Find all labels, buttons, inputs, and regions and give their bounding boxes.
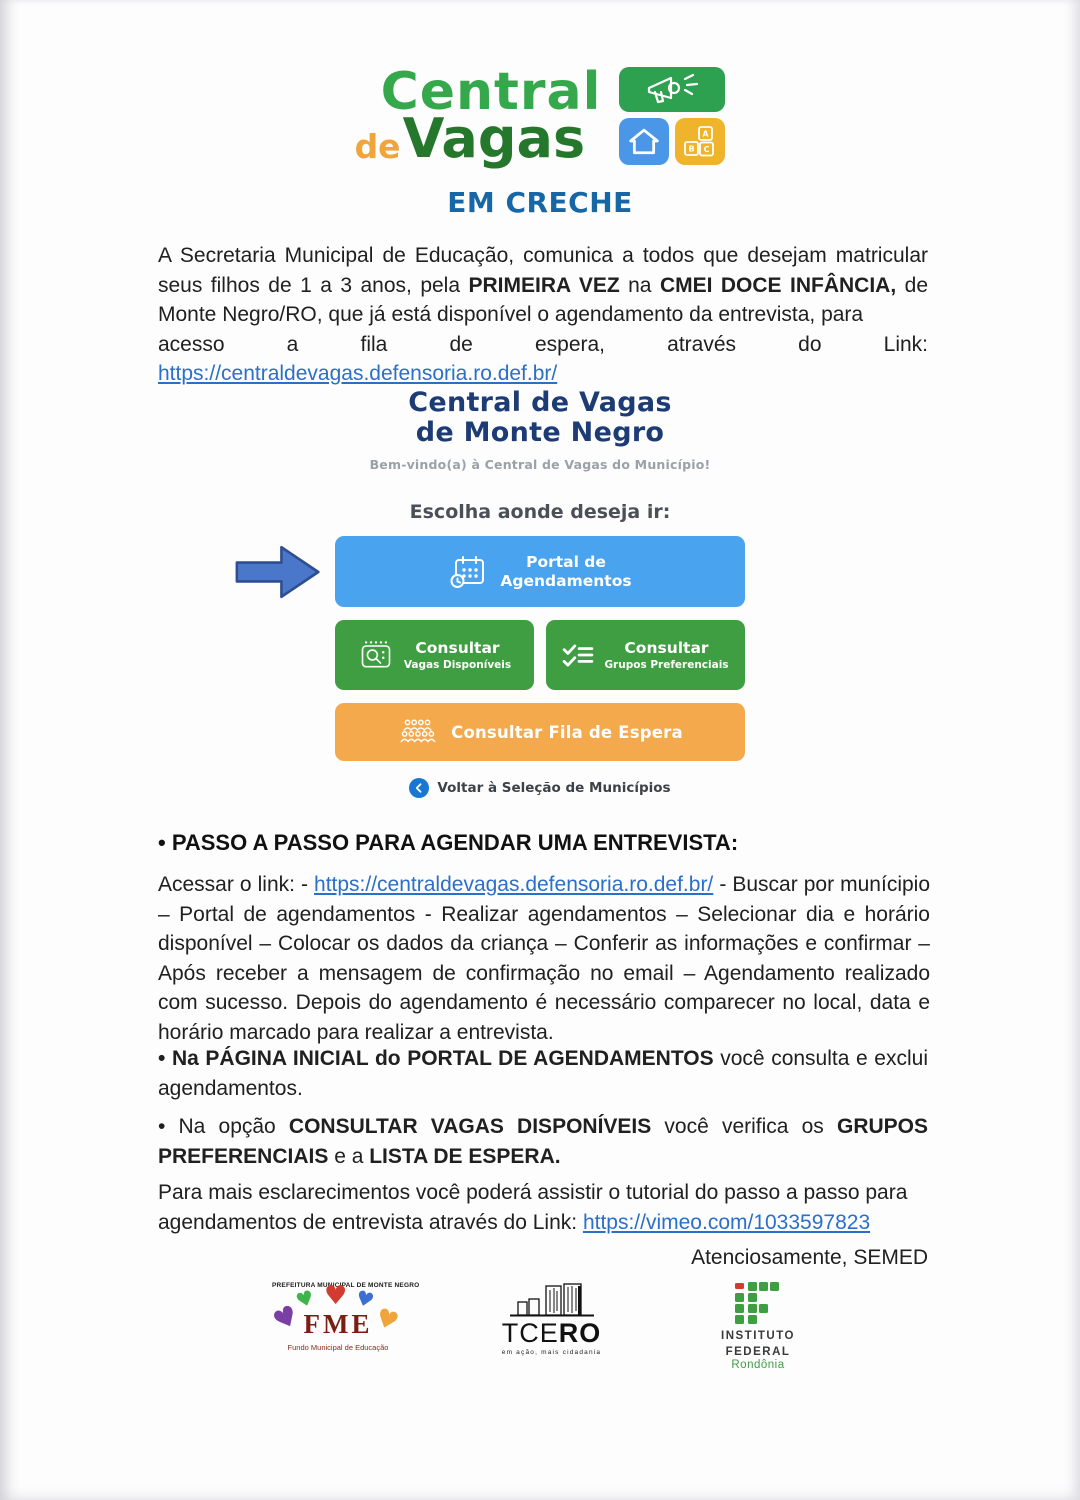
- instituto-federal-logo: [699, 1282, 817, 1371]
- tce-text: TCE: [501, 1318, 559, 1348]
- tcero-tagline: em ação, mais cidadania: [501, 1349, 602, 1356]
- vagas-label-line2: Vagas Disponíveis: [403, 659, 512, 671]
- steps-p1-post: - Buscar por munícipio – Portal de agendamentos - Realizar agendamentos – Selecionar dia e horário disponível – Colocar os dados da criança – Conferir as informações e confirmar – Após receber a mensagem de confirmação no email – Agendamento realizado com sucesso. Depois do agendamento é necessário comparecer no local, data e horário marcado para realizar a entrevista.: [158, 873, 931, 1044]
- intro-text: A Secretaria Municipal de Educação, comunica a todos que desejam matricular seus filhos de 1 a 3 anos, pela: [158, 244, 928, 297]
- grupos-label-line1: Consultar: [624, 639, 709, 657]
- intro-section: [158, 241, 928, 389]
- intro-text-end: de Monte Negro/RO, que já está disponível o agendamento da entrevista, para: [158, 273, 928, 326]
- app-choose-text: Escolha aonde deseja ir:: [409, 501, 671, 523]
- fme-top-text: PREFEITURA MUNICIPAL DE MONTE NEGRO: [272, 1282, 420, 1289]
- tutorial-paragraph: [158, 1178, 928, 1237]
- fme-logo: [268, 1281, 420, 1352]
- logo-word-central: Central: [380, 62, 602, 122]
- house-icon: [619, 118, 669, 165]
- tcero-wordmark: [493, 1320, 611, 1347]
- svg-text:A: A: [702, 129, 710, 138]
- app-title-line1: Central de Vagas: [408, 387, 672, 418]
- if-text-rondonia: Rondônia: [731, 1359, 785, 1371]
- steps-paragraph-1: [158, 870, 930, 1047]
- app-title-line2: de Monte Negro: [415, 417, 665, 448]
- if-text-federal: FEDERAL: [725, 1346, 791, 1358]
- central-de-vagas-link[interactable]: https://centraldevagas.defensoria.ro.def.br/: [158, 362, 558, 385]
- steps-p3-bold1: CONSULTAR VAGAS DISPONÍVEIS: [288, 1115, 652, 1138]
- steps-p3-bold2: GRUPOS PREFERENCIAIS: [158, 1115, 928, 1168]
- abc-blocks-icon: [675, 118, 725, 165]
- fila-button-label: Consultar Fila de Espera: [451, 722, 683, 742]
- steps-p3-bold3: LISTA DE ESPERA.: [369, 1144, 561, 1168]
- steps-p2-rest: você consulta e exclui agendamentos.: [158, 1047, 928, 1100]
- intro-justified-line: acesso a fila de espera, através do Link:: [158, 332, 928, 356]
- logo-wordmark: [354, 62, 602, 170]
- heart-icon: ♥: [371, 1302, 403, 1337]
- footer-logos: [268, 1281, 817, 1371]
- heart-icon: ♥: [268, 1299, 305, 1338]
- steps-paragraph-3: [158, 1112, 928, 1171]
- back-to-municipios-link[interactable]: [335, 778, 745, 798]
- tutorial-text: Para mais esclarecimentos você poderá assistir o tutorial do passo a passo para agendamentos de entrevista através do Link:: [158, 1181, 908, 1234]
- svg-text:C: C: [704, 144, 710, 154]
- consultar-fila-button[interactable]: [335, 703, 745, 761]
- consultar-grupos-button[interactable]: [546, 620, 745, 690]
- svg-text:B: B: [688, 144, 695, 153]
- portal-agendamentos-button[interactable]: [335, 536, 745, 607]
- checklist-icon: [562, 642, 594, 668]
- intro-paragraph: [158, 241, 928, 330]
- steps-p3-pre: • Na opção: [158, 1115, 289, 1138]
- steps-p2-bold: • Na PÁGINA INICIAL do PORTAL DE AGENDAMENTOS: [158, 1047, 714, 1070]
- page-title: EM CRECHE: [447, 186, 633, 219]
- if-mark-icon: [735, 1282, 781, 1326]
- consultar-vagas-button[interactable]: [335, 620, 534, 690]
- steps-p3-mid1: você verifica os: [651, 1115, 837, 1138]
- if-text-instituto: INSTITUTO: [721, 1330, 795, 1342]
- calendar-search-icon: [358, 639, 394, 671]
- grupos-button-label: [604, 639, 728, 671]
- back-link-label: Voltar à Seleção de Municípios: [437, 780, 671, 796]
- grupos-label-line2: Grupos Preferenciais: [604, 659, 729, 671]
- people-queue-icon: [397, 717, 439, 747]
- portal-label-line2: Agendamentos: [500, 571, 632, 590]
- heart-icon: ♥: [292, 1284, 318, 1314]
- intro-text-mid: na: [619, 273, 660, 297]
- central-de-vagas-link-2[interactable]: https://centraldevagas.defensoria.ro.def.br/: [314, 873, 714, 896]
- steps-p3-mid2: e a: [328, 1144, 370, 1168]
- tcero-logo: [493, 1282, 611, 1356]
- central-de-vagas-logo: [0, 62, 1080, 170]
- heart-icon: ♥: [353, 1284, 377, 1314]
- app-title: [335, 388, 745, 448]
- vimeo-tutorial-link[interactable]: https://vimeo.com/1033597823: [582, 1210, 871, 1234]
- logo-icon-tiles: [619, 67, 725, 165]
- app-welcome-text: Bem-vindo(a) à Central de Vagas do Município!: [369, 457, 711, 472]
- ro-text: RO: [558, 1318, 602, 1348]
- vagas-label-line1: Consultar: [415, 639, 500, 657]
- calendar-clock-icon: [448, 555, 488, 589]
- signoff-text: Atenciosamente, SEMED: [691, 1246, 928, 1269]
- intro-bold-primeira-vez: PRIMEIRA VEZ: [468, 273, 620, 297]
- steps-heading: • PASSO A PASSO PARA AGENDAR UMA ENTREVISTA:: [158, 830, 739, 855]
- tcero-buildings-icon: [504, 1282, 600, 1318]
- chevron-left-icon: [409, 778, 429, 798]
- logo-word-vagas: Vagas: [402, 107, 586, 170]
- steps-paragraph-2: [158, 1044, 928, 1103]
- heart-icon: ♥: [324, 1281, 348, 1311]
- vagas-button-label: [404, 639, 511, 671]
- app-screenshot: [335, 388, 745, 798]
- logo-word-de: de: [354, 127, 401, 166]
- fme-bottom-text: Fundo Municipal de Educação: [287, 1343, 389, 1352]
- pointer-arrow-annotation: [231, 542, 325, 602]
- steps-p1-pre: Acessar o link: -: [158, 873, 315, 896]
- portal-button-label: [500, 553, 631, 591]
- portal-label-line1: Portal de: [526, 552, 606, 571]
- fme-acronym: FME: [303, 1309, 373, 1339]
- megaphone-icon: [619, 67, 725, 112]
- intro-bold-cmei: CMEI DOCE INFÂNCIA,: [659, 273, 897, 297]
